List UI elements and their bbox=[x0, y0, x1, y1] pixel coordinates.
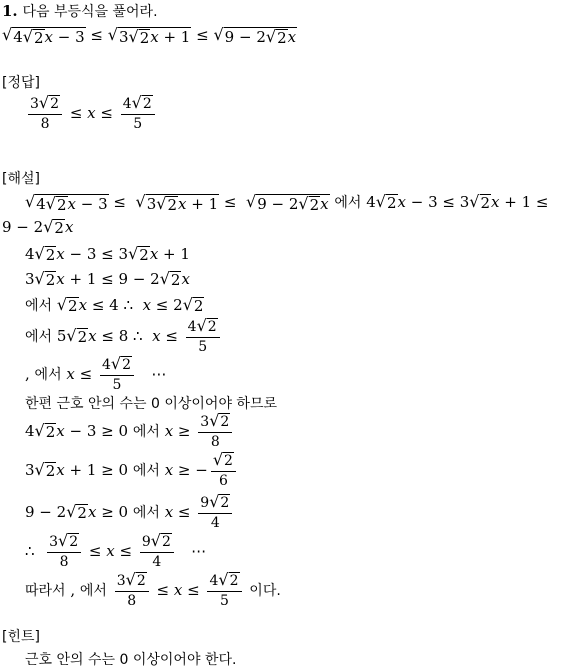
explanation-line-6: 에서 5 √ 2 x ≤ 8 ∴ x ≤ 4 √ 2 5 bbox=[25, 318, 223, 356]
problem-number: 1. bbox=[2, 2, 18, 20]
hint-label: [힌트] bbox=[2, 629, 40, 645]
explanation-line-2: 9 − 2 √ 2 x bbox=[2, 217, 74, 237]
explanation-line-10: 3 √ 2 x + 1 ≥ 0 에서 x ≥ − √ 2 6 bbox=[25, 452, 239, 490]
problem-instruction: 다음 부등식을 풀어라. bbox=[22, 4, 158, 20]
problem-title bbox=[2, 2, 158, 21]
problem-expression: √ 4 √ 2 x − 3 ≤ √ 3 √ 2 x + 1 ≤ √ 9 − 2 √ 2 x bbox=[2, 25, 297, 47]
explanation-line-8: 한편 근호 안의 수는 0 이상이어야 하므로 bbox=[25, 396, 277, 412]
explanation-line-9: 4 √ 2 x − 3 ≥ 0 에서 x ≥ 3 √ 2 8 bbox=[25, 413, 235, 451]
answer-label: [정답] bbox=[2, 75, 40, 91]
answer-result: 3 √ 2 8 ≤ x ≤ 4 √ 2 5 bbox=[25, 95, 158, 133]
explanation-line-4: 3 √ 2 x + 1 ≤ 9 − 2 √ 2 x bbox=[25, 269, 190, 289]
explanation-line-12: ∴ 3 √ 2 8 ≤ x ≤ 9 √ 2 4 ⋯ bbox=[25, 531, 207, 570]
hint-text: 근호 안의 수는 0 이상이어야 한다. bbox=[25, 652, 237, 668]
explanation-line-13: 따라서 , 에서 3 √ 2 8 ≤ x ≤ 4 √ 2 5 이다. bbox=[25, 570, 281, 609]
explanation-line-3: 4 √ 2 x − 3 ≤ 3 √ 2 x + 1 bbox=[25, 244, 190, 264]
explanation-line-5: 에서 √ 2 x ≤ 4 ∴ x ≤ 2 √ 2 bbox=[25, 295, 204, 315]
explanation-label: [해설] bbox=[2, 171, 40, 187]
explanation-line-11: 9 − 2 √ 2 x ≥ 0 에서 x ≤ 9 √ 2 4 bbox=[25, 494, 235, 532]
explanation-line-7: , 에서 x ≤ 4 √ 2 5 ⋯ bbox=[25, 354, 167, 393]
explanation-line-1: √ 4 √ 2 x − 3 ≤ √ 3 √ 2 x + 1 ≤ √ 9 − 2 √ 2 x 에서 4 √ 2 x − 3 ≤ 3 √ 2 x + 1 ≤ bbox=[25, 192, 549, 214]
